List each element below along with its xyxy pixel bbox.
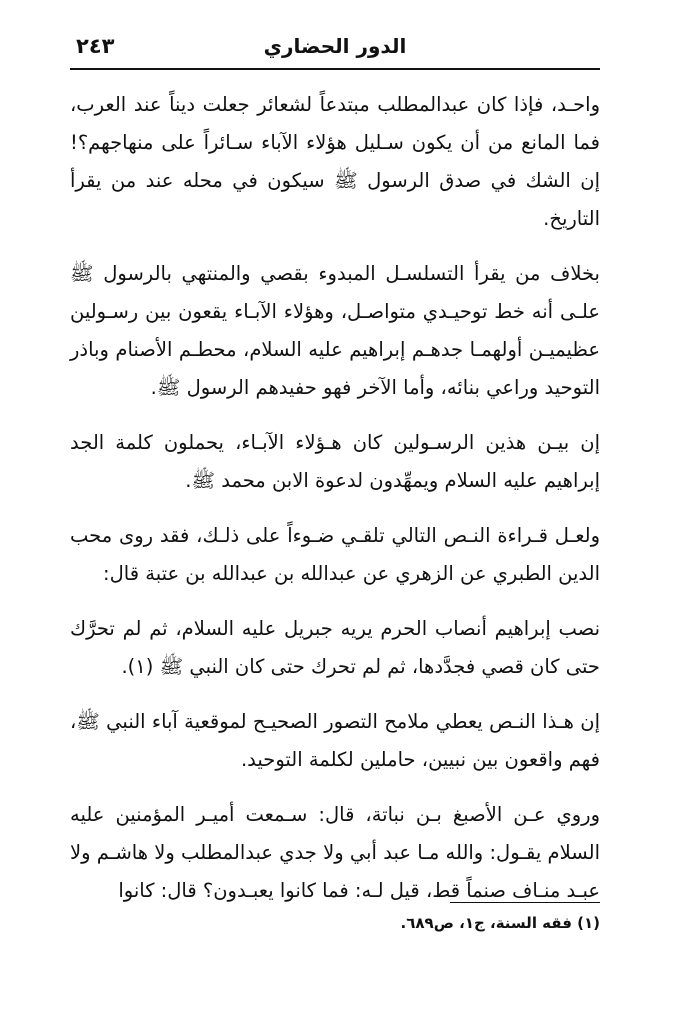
paragraph-2: بخلاف من يقرأ التسلسـل المبدوء بقصي والمنتهي بالرسول ﷺ علـى أنه خط توحيـدي متواصـل، وهؤلاء الآبـاء يقعون بين رسـولين عظيميـن أولهمـا جدهـم إبراهيم عليه السلام، محطـم الأصنام وباذر التوحيد وراعي بنائه، وأما الآخر فهو حفيدهم الرسول ﷺ. bbox=[70, 262, 600, 399]
paragraph-5: نصب إبراهيم أنصاب الحرم يريه جبريل عليه السلام، ثم لم تحرَّك حتى كان قصي فجدَّدها، ثم لم تحرك حتى كان النبي ﷺ (١). bbox=[70, 617, 600, 678]
footnote: (١) فقه السنة، ج١، ص٦٨٩. bbox=[400, 914, 600, 932]
running-title: الدور الحضاري bbox=[263, 34, 407, 58]
paragraph-7: وروي عـن الأصبغ بـن نباتة، قال: سـمعت أميـر المؤمنين عليه السلام يقـول: والله مـا عبد أبي ولا جدي عبدالمطلب ولا هاشـم ولا عبـد منـاف صنماً قط، قيل لـه: فما كانوا يعبـدون؟ قال: كانوا bbox=[70, 803, 600, 902]
page-number: ٢٤٣ bbox=[76, 34, 115, 58]
footnote-divider bbox=[450, 902, 600, 903]
paragraph-1: واحـد، فإذا كان عبدالمطلب مبتدعاً لشعائر جعلت ديناً عند العرب، فما المانع من أن يكون سـليل هؤلاء الآباء سـائراً على منهاجهم؟! إن الشك في صدق الرسول ﷺ سيكون في محله عند من يقرأ التاريخ. bbox=[70, 93, 600, 230]
page-body bbox=[70, 86, 600, 927]
paragraph-6: إن هـذا النـص يعطي ملامح التصور الصحيـح لموقعية آباء النبي ﷺ، فهم واقعون بين نبيين، حاملين لكلمة التوحيد. bbox=[70, 710, 600, 771]
paragraph-3: إن بيـن هذين الرسـولين كان هـؤلاء الآبـاء، يحملون كلمة الجد إبراهيم عليه السلام ويمهِّدون لدعوة الابن محمد ﷺ. bbox=[70, 431, 600, 492]
paragraph-4: ولعـل قـراءة النـص التالي تلقـي ضـوءاً على ذلـك، فقد روى محب الدين الطبري عن الزهري عن عبدالله بن عبدالله بن عتبة قال: bbox=[70, 524, 600, 585]
page-header bbox=[70, 30, 600, 70]
